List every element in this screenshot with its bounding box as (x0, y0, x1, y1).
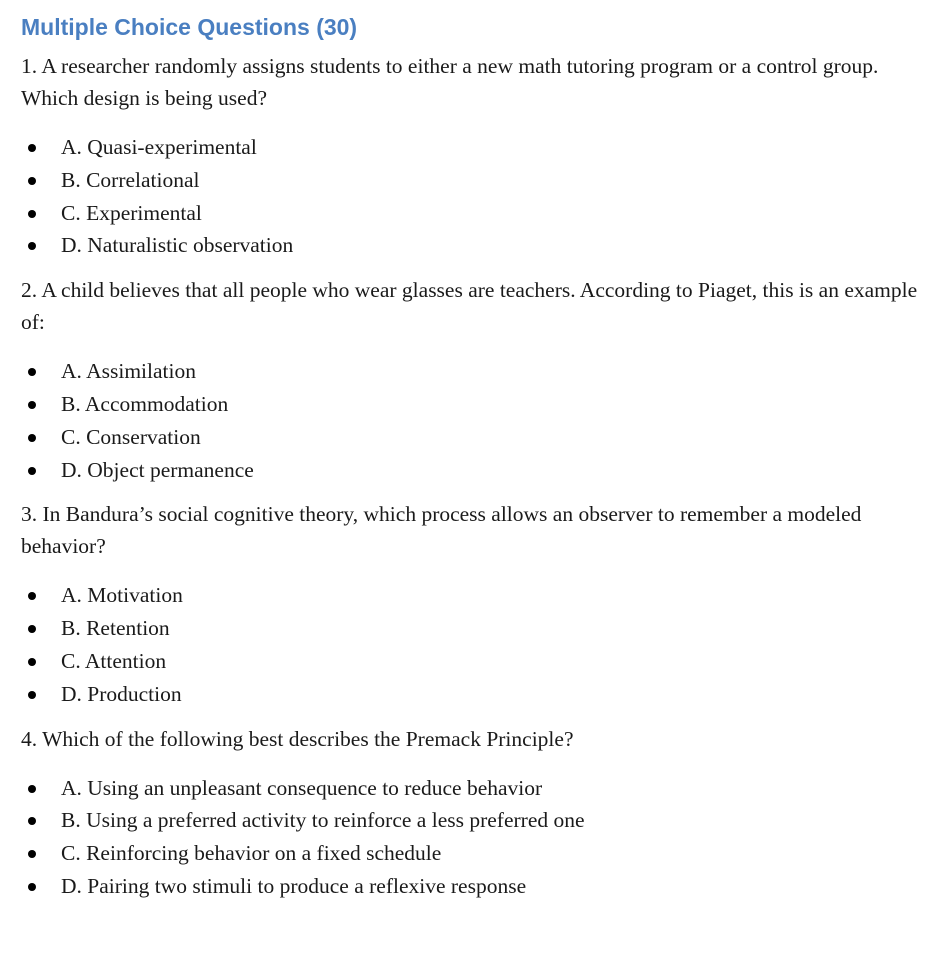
option-label: C. Attention (61, 648, 167, 673)
options-list (21, 355, 926, 486)
bullet-icon (28, 625, 36, 633)
bullet-icon (28, 368, 36, 376)
option-label: B. Using a preferred activity to reinforce a less preferred one (61, 808, 585, 833)
bullet-icon (28, 467, 36, 475)
bullet-icon (28, 817, 36, 825)
question-text: 2. A child believes that all people who wear glasses are teachers. According to Piaget, this is an example of: (21, 278, 918, 335)
option-item (21, 229, 926, 262)
option-label: C. Conservation (61, 424, 201, 449)
option-item (21, 870, 926, 903)
option-item (21, 645, 926, 678)
options-list (21, 131, 926, 262)
option-item (21, 131, 926, 164)
option-label: A. Assimilation (61, 359, 196, 384)
option-item (21, 837, 926, 870)
option-label: B. Correlational (61, 167, 200, 192)
option-label: D. Pairing two stimuli to produce a reflexive response (61, 873, 527, 898)
option-item (21, 355, 926, 388)
question-block-3 (21, 498, 926, 710)
options-list (21, 772, 926, 903)
bullet-icon (28, 434, 36, 442)
bullet-icon (28, 658, 36, 666)
option-label: C. Experimental (61, 200, 202, 225)
bullet-icon (28, 242, 36, 250)
option-item (21, 678, 926, 711)
bullet-icon (28, 850, 36, 858)
option-label: D. Production (61, 681, 182, 706)
option-item (21, 164, 926, 197)
bullet-icon (28, 177, 36, 185)
option-label: B. Accommodation (61, 391, 229, 416)
option-label: B. Retention (61, 616, 170, 641)
question-block-2 (21, 274, 926, 486)
question-text: 4. Which of the following best describes the Premack Principle? (21, 726, 574, 751)
question-block-1 (21, 50, 926, 262)
bullet-icon (28, 210, 36, 218)
option-item (21, 421, 926, 454)
bullet-icon (28, 401, 36, 409)
option-item (21, 579, 926, 612)
question-block-4 (21, 723, 926, 903)
option-label: A. Quasi-experimental (61, 135, 257, 159)
option-label: A. Motivation (61, 583, 183, 608)
option-item (21, 197, 926, 230)
option-label: D. Naturalistic observation (61, 233, 294, 258)
option-label: C. Reinforcing behavior on a fixed schedule (61, 841, 442, 866)
bullet-icon (28, 785, 36, 793)
option-item (21, 388, 926, 421)
section-heading: Multiple Choice Questions (30) (21, 14, 358, 40)
option-item (21, 612, 926, 645)
question-text: 1. A researcher randomly assigns students to either a new math tutoring program or a control group. Which design is being used? (21, 54, 879, 110)
bullet-icon (28, 144, 36, 152)
option-label: A. Using an unpleasant consequence to reduce behavior (61, 775, 543, 800)
option-item (21, 772, 926, 805)
option-label: D. Object permanence (61, 457, 254, 482)
option-item (21, 804, 926, 837)
document-page (21, 10, 926, 915)
option-item (21, 454, 926, 487)
bullet-icon (28, 883, 36, 891)
question-text: 3. In Bandura’s social cognitive theory, which process allows an observer to remember a modeled behavior? (21, 502, 862, 559)
bullet-icon (28, 691, 36, 699)
bullet-icon (28, 592, 36, 600)
options-list (21, 579, 926, 710)
